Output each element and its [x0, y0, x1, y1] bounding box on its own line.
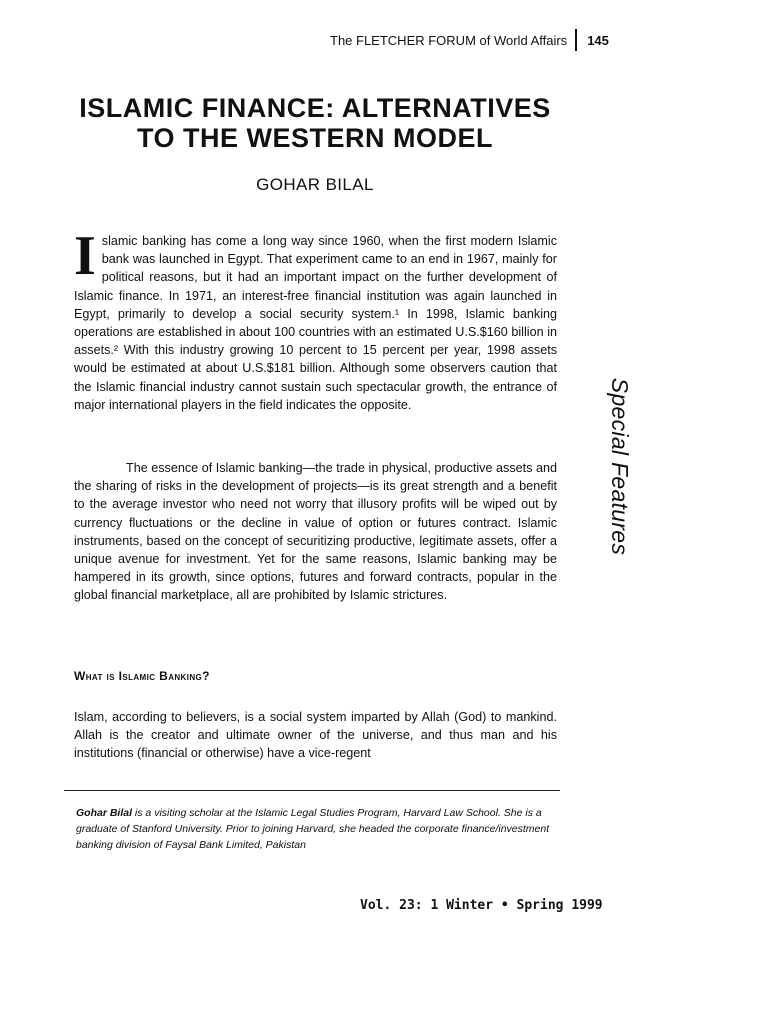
footnote-text: is a visiting scholar at the Islamic Legal Studies Program, Harvard Law School. She is a graduate of Stanford University. Prior to joining Harvard, she headed the corporate finance/investment banking division of Faysal Bank Limited, Pakistan [76, 807, 550, 851]
author-name: GOHAR BILAL [256, 175, 374, 194]
paragraph-2-text: The essence of Islamic banking—the trade in physical, productive assets and the sharing of risks in the development of projects—is its great strength and a benefit to the average investor who need not worry that illusory profits will be wiped out by currency fluctuations or the decline in value of option or futures contract. Islamic instruments, based on the concept of securitizing productive, legitimate assets, offer a unique avenue for investment. Yet for the same reasons, Islamic banking may be hampered in its growth, since options, futures and forward contracts, popular in the global financial marketplace, all are prohibited by Islamic strictures. [74, 461, 557, 603]
paragraph-1 [74, 225, 557, 414]
section-side-label [600, 366, 640, 566]
title-line-1: ISLAMIC FINANCE: ALTERNATIVES [79, 93, 551, 123]
header-divider [575, 29, 577, 51]
article-title [60, 93, 570, 153]
journal-name: The FLETCHER FORUM of World Affairs [330, 32, 568, 48]
author-footnote [76, 805, 560, 853]
paragraph-3-text: Islam, according to believers, is a social system imparted by Allah (God) to mankind. Allah is the creator and ultimate owner of the universe, and thus man and his institutions (financial or otherwise) have a vice-regent [74, 710, 557, 761]
paragraph-1-text: slamic banking has come a long way since 1960, when the first modern Islamic bank was launched in Egypt. That experiment came to an end in 1967, mainly for political reasons, but it had an important impact on the further development of Islamic finance. In 1971, an interest-free financial institution was again launched in Egypt, primarily to develop a social security system.¹ In 1998, Islamic banking operations are established in about 100 countries with an estimated U.S.$160 billion in assets.² With this industry growing 10 percent to 15 percent per year, 1998 assets would be estimated at about U.S.$181 billion. Although some observers caution that the Islamic financial industry cannot sustain such spectacular growth, the entrance of major international players in the field indicates the opposite. [74, 234, 557, 412]
paragraph-3 [74, 708, 557, 763]
footnote-author-name: Gohar Bilal [76, 807, 133, 819]
drop-cap: I [74, 225, 96, 287]
side-label-text: Special Features [607, 377, 634, 555]
paragraph-2 [74, 459, 557, 605]
page-number: 145 [587, 32, 609, 48]
running-head [330, 28, 630, 52]
title-line-2: TO THE WESTERN MODEL [136, 123, 493, 153]
section-heading: What is Islamic Banking? [74, 669, 210, 683]
footnote-divider [64, 790, 560, 791]
issue-info: Vol. 23: 1 Winter • Spring 1999 [360, 898, 603, 913]
